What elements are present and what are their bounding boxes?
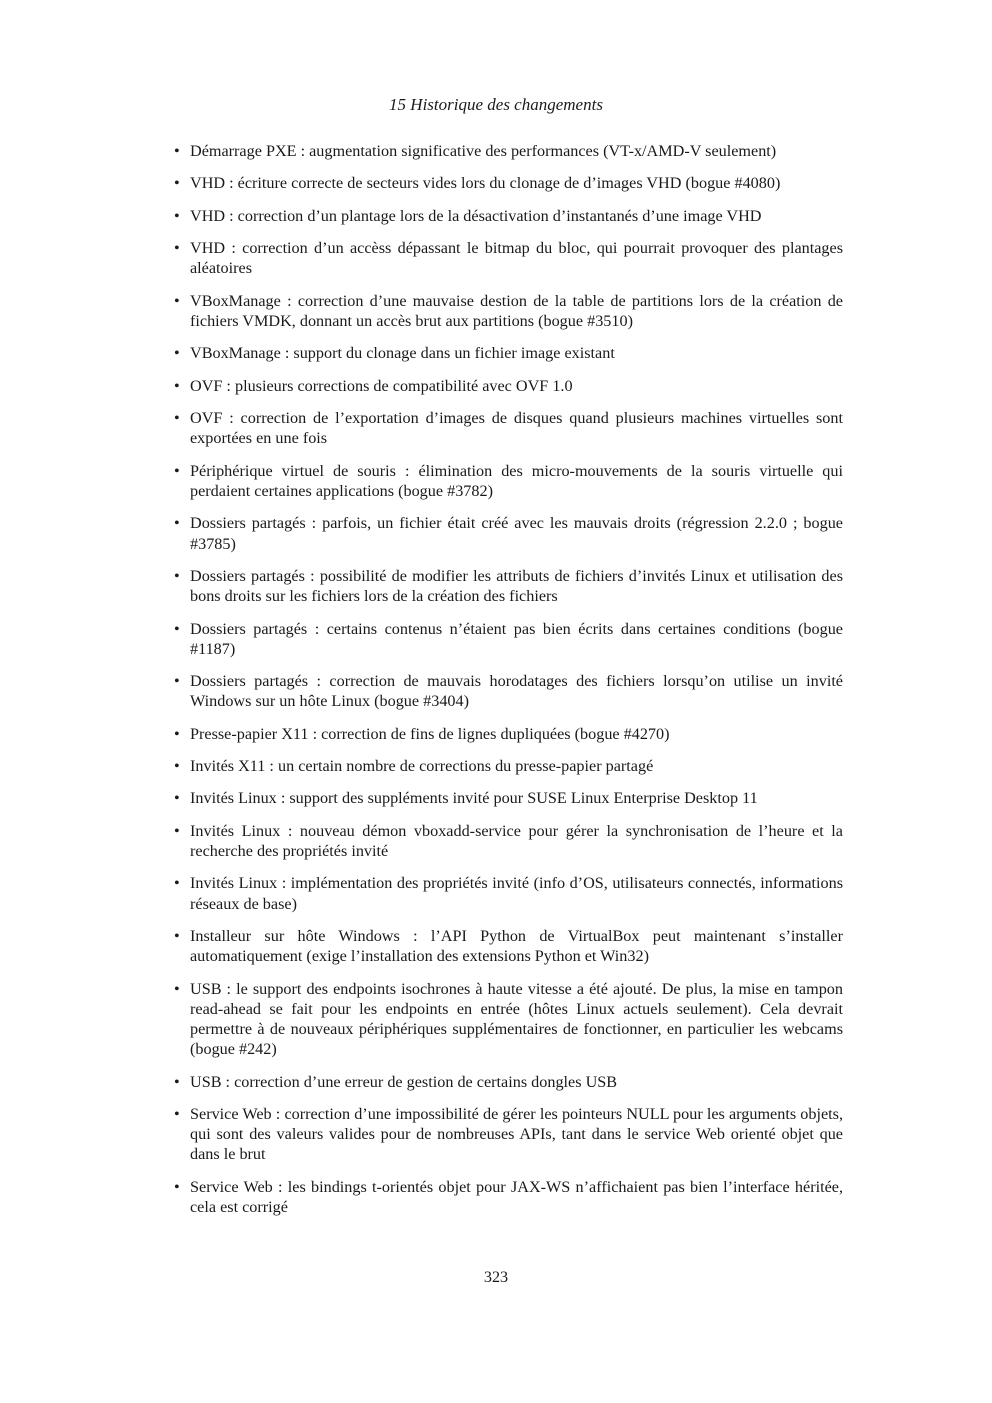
list-item: • Dossiers partagés : parfois, un fichier était créé avec les mauvais droits (régression 2.2.0 ; bogue #3785) [190, 513, 843, 553]
list-item: • Dossiers partagés : certains contenus n’étaient pas bien écrits dans certaines conditions (bogue #1187) [190, 619, 843, 659]
list-item: • Dossiers partagés : possibilité de modifier les attributs de fichiers d’invités Linux et utilisation des bons droits sur les fichiers lors de la création des fichiers [190, 566, 843, 606]
list-item: • Invités Linux : implémentation des propriétés invité (info d’OS, utilisateurs connectés, informations réseaux de base) [190, 873, 843, 913]
list-item: • Service Web : les bindings t-orientés objet pour JAX-WS n’affichaient pas bien l’interface héritée, cela est corrigé [190, 1177, 843, 1217]
running-header: 15 Historique des changements [389, 95, 603, 114]
list-item: • VHD : correction d’un plantage lors de la désactivation d’instantanés d’une image VHD [190, 206, 843, 226]
list-item: • VBoxManage : support du clonage dans un fichier image existant [190, 343, 843, 363]
list-item: • Installeur sur hôte Windows : l’API Python de VirtualBox peut maintenant s’installer automatiquement (exige l’installation des extensions Python et Win32) [190, 926, 843, 966]
list-item: • Démarrage PXE : augmentation significative des performances (VT-x/AMD-V seulement) [190, 141, 843, 161]
list-item: • Dossiers partagés : correction de mauvais horodatages des fichiers lorsqu’on utilise un invité Windows sur un hôte Linux (bogue #3404) [190, 671, 843, 711]
list-item: • Périphérique virtuel de souris : élimination des micro-mouvements de la souris virtuelle qui perdaient certaines applications (bogue #3782) [190, 461, 843, 501]
list-item: • USB : le support des endpoints isochrones à haute vitesse a été ajouté. De plus, la mise en tampon read-ahead se fait pour les endpoints en entrée (hôtes Linux actuels seulement). Cela devrait permettre à de nouveaux périphériques supplémentaires de fonctionner, en particulier les webcams (bogue #242) [190, 979, 843, 1060]
list-item: • OVF : plusieurs corrections de compatibilité avec OVF 1.0 [190, 376, 843, 396]
list-item: • VBoxManage : correction d’une mauvaise destion de la table de partitions lors de la création de fichiers VMDK, donnant un accès brut aux partitions (bogue #3510) [190, 291, 843, 331]
list-item: • OVF : correction de l’exportation d’images de disques quand plusieurs machines virtuelles sont exportées en une fois [190, 408, 843, 448]
list-item: • Presse-papier X11 : correction de fins de lignes dupliquées (bogue #4270) [190, 724, 843, 744]
list-item: • USB : correction d’une erreur de gestion de certains dongles USB [190, 1072, 843, 1092]
list-item: • Invités Linux : support des suppléments invité pour SUSE Linux Enterprise Desktop 11 [190, 788, 843, 808]
list-item: • VHD : correction d’un accèss dépassant le bitmap du bloc, qui pourrait provoquer des plantages aléatoires [190, 238, 843, 278]
list-item: • Invités Linux : nouveau démon vboxadd-service pour gérer la synchronisation de l’heure et la recherche des propriétés invité [190, 821, 843, 861]
list-item: • Service Web : correction d’une impossibilité de gérer les pointeurs NULL pour les arguments objets, qui sont des valeurs valides pour de nombreuses APIs, tant dans le service Web orienté objet que dans le brut [190, 1104, 843, 1165]
list-item: • VHD : écriture correcte de secteurs vides lors du clonage de d’images VHD (bogue #4080) [190, 173, 843, 193]
changelog-list [190, 141, 843, 1229]
list-item: • Invités X11 : un certain nombre de corrections du presse-papier partagé [190, 756, 843, 776]
page-number: 323 [483, 1268, 509, 1286]
